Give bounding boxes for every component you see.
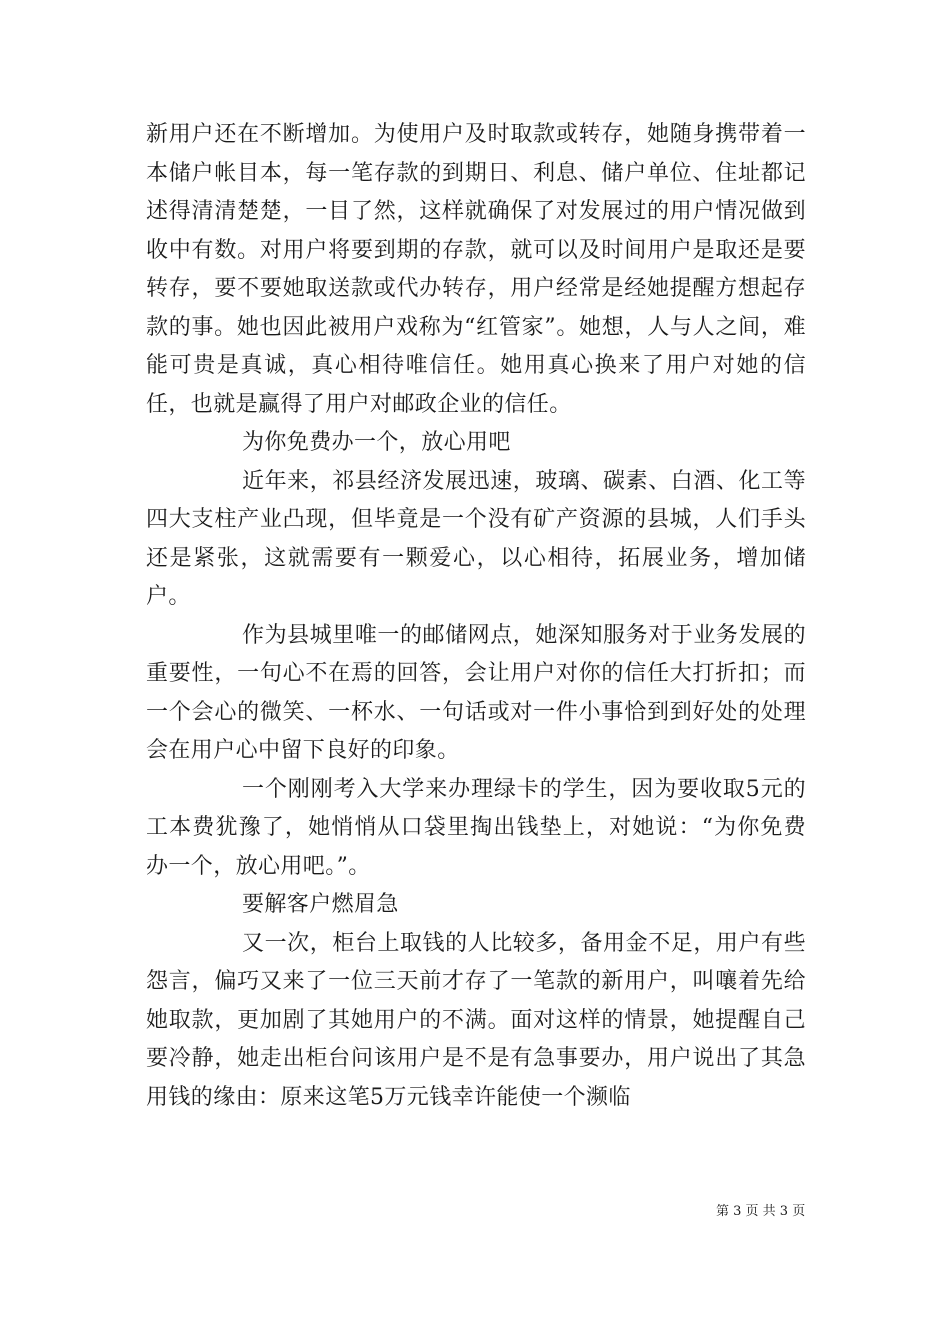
document-body (146, 116, 806, 1117)
section-heading-urgent-need: 要解客户燃眉急 (242, 892, 399, 917)
paragraph-continued: 新用户还在不断增加。为使用户及时取款或转存，她随身携带着一本储户帐目本，每一笔存款的到期日、利息、储户单位、住址都记述得清清楚楚，一目了然，这样就确保了对发展过的用户情况做到收中有数。对用户将要到期的存款，就可以及时间用户是取还是要转存，要不要她取送款或代办转存，用户经常是经她提醒方想起存款的事。她也因此被用户戏称为“红管家”。她想，人与人之间，难能可贵是真诚，真心相待唯信任。她用真心换来了用户对她的信任，也就是赢得了用户对邮政企业的信任。 (146, 122, 806, 417)
paragraph-service-importance: 作为县城里唯一的邮储网点，她深知服务对于业务发展的重要性，一句心不在焉的回答，会让用户对你的信任大打折扣；而一个会心的微笑、一杯水、一句话或对一件小事恰到到好处的处理会在用户心中留下良好的印象。 (146, 622, 806, 763)
section-heading-free-card: 为你免费办一个，放心用吧 (242, 430, 511, 455)
page-number-footer: 第 3 页 共 3 页 (716, 1204, 806, 1219)
paragraph-urgent-customer: 又一次，柜台上取钱的人比较多，备用金不足，用户有些怨言，偏巧又来了一位三天前才存了一笔款的新用户，叫嚷着先给她取款，更加剧了其她用户的不满。面对这样的情景，她提醒自己要冷静，她走出柜台问该用户是不是有急事要办，用户说出了其急用钱的缘由：原来这笔5万元钱幸许能使一个濒临 (146, 930, 806, 1110)
paragraph-student-story: 一个刚刚考入大学来办理绿卡的学生，因为要收取5元的工本费犹豫了，她悄悄从口袋里掏出钱垫上，对她说：“为你免费办一个，放心用吧。”。 (146, 776, 806, 879)
paragraph-county-economy: 近年来，祁县经济发展迅速，玻璃、碳素、白酒、化工等四大支柱产业凸现，但毕竟是一个没有矿产资源的县城，人们手头还是紧张，这就需要有一颗爱心，以心相待，拓展业务，增加储户。 (146, 468, 806, 609)
